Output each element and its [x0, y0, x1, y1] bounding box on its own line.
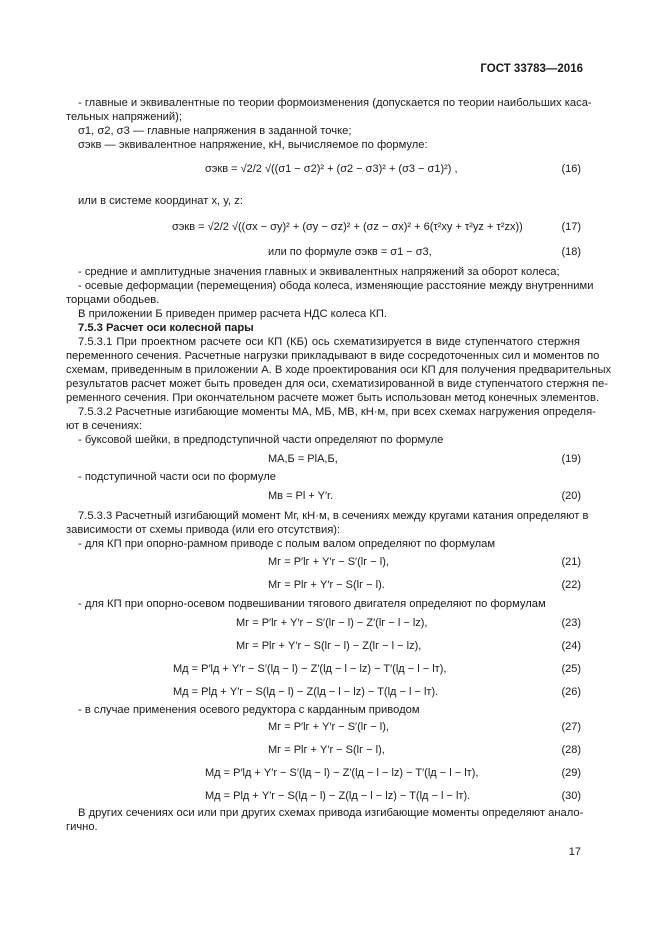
equation-number: (28) [561, 744, 581, 756]
equation-number: (22) [561, 579, 581, 591]
equation-18: или по формуле σэкв = σ1 − σ3, [268, 246, 432, 258]
equation-16: σэкв = √2/2 √((σ1 − σ2)² + (σ2 − σ3)² + (σ3 − σ1)²) , [205, 163, 458, 175]
text-line: ременного сечения. При окончательном расчете может быть использован метод конечных элементов. [66, 392, 600, 404]
equation-24: Mг = Plг + Y′r − S(lг − l) − Z(lг − l − lz), [236, 640, 422, 652]
text-line: результатов расчет может быть проведен для оси, схематизированной в виде ступенчатого стержня пе- [66, 378, 608, 390]
equation-number: (20) [561, 490, 581, 502]
equation-number: (25) [561, 663, 581, 675]
text-line: зависимости от схемы привода (или его отсутствия): [66, 524, 341, 536]
equation-27: Mг = P′lг + Y′r − S′(lг − l), [268, 721, 389, 733]
text-line: - главные и эквивалентные по теории формоизменения (допускается по теории наибольших каса- [78, 97, 592, 109]
equation-30: Mд = Plд + Y′r − S(lд − l) − Z(lд − l − lz) − T(lд − l − lт). [205, 790, 471, 802]
equation-number: (27) [561, 721, 581, 733]
text-line: σ1, σ2, σ3 — главные напряжения в заданной точке; [78, 125, 352, 137]
page-number: 17 [568, 846, 581, 858]
text-line: переменного сечения. Расчетные нагрузки прикладывают в виде сосредоточенных сил и моментов по [66, 350, 600, 362]
text-line: тельных напряжений); [66, 111, 182, 123]
equation-number: (19) [561, 453, 581, 465]
text-line: - для КП при опорно-рамном приводе с полым валом определяют по формулам [78, 538, 496, 550]
text-line: В других сечениях оси или при других схемах привода изгибающие моменты определяют анало- [78, 807, 584, 819]
document-id: ГОСТ 33783—2016 [480, 63, 583, 75]
text-line: - для КП при опорно-осевом подвешивании тягового двигателя определяют по формулам [78, 598, 546, 610]
text-line: ют в сечениях: [66, 420, 143, 432]
text-line: 7.5.3.3 Расчетный изгибающий момент Mг, кН·м, в сечениях между кругами катания определяют в [78, 510, 589, 522]
text-line: σэкв — эквивалентное напряжение, кН, вычисляемое по формуле: [78, 139, 428, 151]
text-line: 7.5.3.1 При проектном расчете оси КП (КБ) ось схематизируется в виде ступенчатого стержня [78, 336, 580, 348]
equation-number: (30) [561, 790, 581, 802]
equation-17: σэкв = √2/2 √((σx − σy)² + (σy − σz)² + (σz − σx)² + 6(τ²xy + τ²yz + τ²zx)) [172, 221, 523, 233]
text-line: гично. [66, 821, 98, 833]
equation-number: (26) [561, 686, 581, 698]
text-line: - осевые деформации (перемещения) обода колеса, изменяющие расстояние между внутренними [78, 280, 594, 292]
equation-number: (29) [561, 767, 581, 779]
text-line: - в случае применения осевого редуктора с карданным приводом [78, 704, 420, 716]
text-line: - подступичной части оси по формуле [78, 471, 276, 483]
section-heading: 7.5.3 Расчет оси колесной пары [78, 322, 254, 334]
equation-19: MА,Б = PlА,Б, [268, 453, 338, 465]
text-line: торцами ободьев. [66, 294, 160, 306]
equation-number: (23) [561, 617, 581, 629]
equation-28: Mг = Plг + Y′r − S(lг − l), [268, 744, 385, 756]
equation-29: Mд = P′lд + Y′r − S′(lд − l) − Z′(lд − l − lz) − T′(lд − l − lт), [205, 767, 479, 779]
text-line: - средние и амплитудные значения главных и эквивалентных напряжений за оборот колеса; [78, 266, 560, 278]
equation-20: Mв = Pl + Y′r. [268, 490, 334, 502]
equation-25: Mд = P′lд + Y′r − S′(lд − l) − Z′(lд − l − lz) − T′(lд − l − lт), [173, 663, 447, 675]
equation-number: (24) [561, 640, 581, 652]
equation-number: (16) [561, 163, 581, 175]
text-line: В приложении Б приведен пример расчета НДС колеса КП. [78, 308, 388, 320]
equation-number: (21) [561, 556, 581, 568]
equation-number: (17) [561, 221, 581, 233]
text-line: или в системе координат x, y, z: [78, 195, 243, 207]
equation-22: Mг = Plг + Y′r − S(lг − l). [268, 579, 385, 591]
equation-23: Mг = P′lг + Y′r − S′(lг − l) − Z′(lг − l − lz), [236, 617, 428, 629]
equation-number: (18) [561, 246, 581, 258]
text-line: - буксовой шейки, в предподступичной части определяют по формуле [78, 434, 444, 446]
equation-26: Mд = Plд + Y′r − S(lд − l) − Z(lд − l − lz) − T(lд − l − lт). [173, 686, 439, 698]
text-line: 7.5.3.2 Расчетные изгибающие моменты MА, MБ, MВ, кН·м, при всех схемах нагружения определя- [78, 406, 596, 418]
equation-21: Mг = P′lг + Y′r − S′(lг − l), [268, 556, 389, 568]
text-line: схемам, приведенным в приложении А. В ходе проектирования оси КП для получения предварительных [66, 364, 612, 376]
